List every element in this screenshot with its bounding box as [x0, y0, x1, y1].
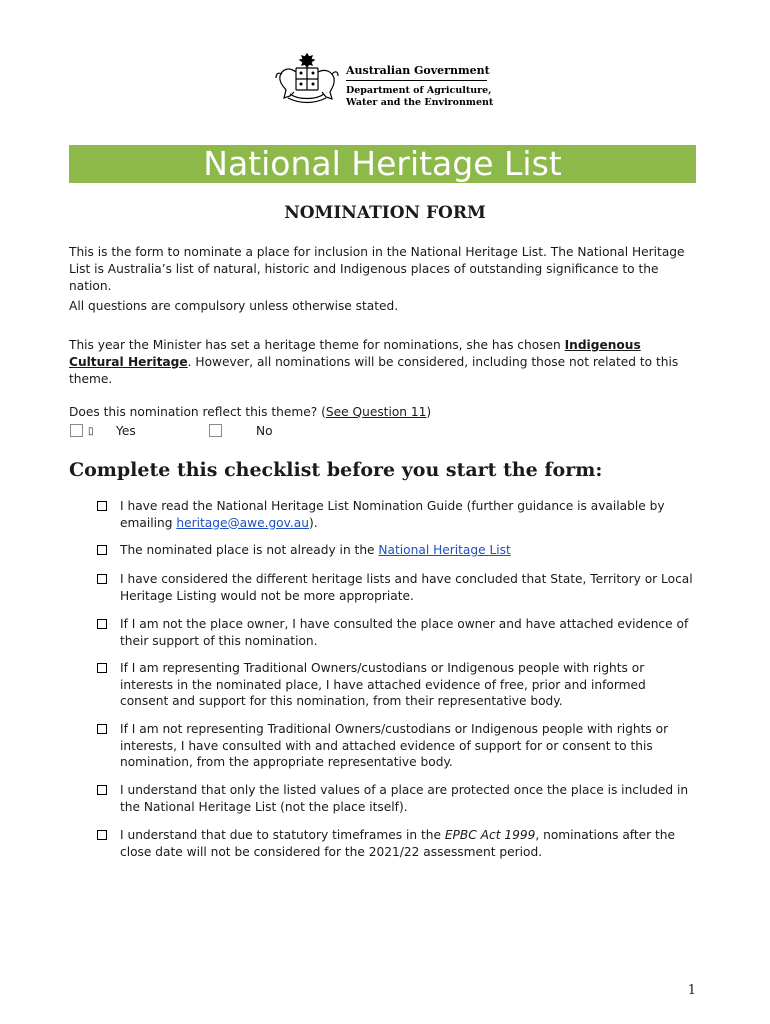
checklist-checkbox[interactable]	[97, 501, 107, 511]
item-text: , nominations after the close date will not be considered for the 2021/22 assessment period.	[120, 828, 676, 859]
checklist-item	[97, 542, 697, 559]
form-title: NOMINATION FORM	[284, 203, 486, 223]
see-question-link[interactable]: See Question 11	[325, 405, 427, 419]
checklist-item-text: I have considered the different heritage lists and have concluded that State, Territory or Local Heritage Listing would not be more appropriate.	[120, 572, 693, 603]
item-text: I understand that due to statutory timeframes in the	[120, 828, 445, 842]
checklist-checkbox[interactable]	[97, 545, 107, 555]
theme-question-close: )	[426, 405, 432, 419]
item-text: The nominated place is not already in the	[120, 543, 379, 557]
yes-label: Yes	[116, 424, 136, 438]
checklist-item-text: If I am not representing Traditional Owners/custodians or Indigenous people with rights or interests, I have consulted with and attached evidence of support for or consent to this nomination, from the appropriate representative body.	[120, 722, 669, 769]
checklist-checkbox[interactable]	[97, 663, 107, 673]
checklist-item	[97, 782, 697, 815]
item-text: I have read the National Heritage List Nomination Guide (further guidance is available by emailing	[120, 499, 665, 530]
government-logo	[274, 52, 494, 114]
checklist-item	[97, 498, 697, 531]
checklist-checkbox[interactable]	[97, 619, 107, 629]
logo-text	[346, 65, 493, 109]
checklist-item-text	[120, 827, 697, 860]
no-checkbox[interactable]	[209, 424, 222, 437]
department-line-2: Water and the Environment	[346, 97, 494, 108]
theme-question	[69, 404, 694, 421]
checklist-checkbox[interactable]	[97, 724, 107, 734]
checklist-item	[97, 827, 697, 860]
checklist-item-text: If I am not the place owner, I have consulted the place owner and have attached evidence of their support of this nomination.	[120, 617, 689, 648]
theme-text-before: This year the Minister has set a heritage theme for nominations, she has chosen	[69, 338, 565, 352]
national-heritage-list-link[interactable]: National Heritage List	[378, 543, 511, 557]
checklist-checkbox[interactable]	[97, 830, 107, 840]
checklist-checkbox[interactable]	[97, 574, 107, 584]
coat-of-arms-icon	[274, 52, 340, 104]
department-line-1: Department of Agriculture,	[346, 85, 492, 96]
theme-text-after: . However, all nominations will be considered, including those not related to this theme.	[69, 355, 679, 386]
checklist-item-text	[120, 498, 697, 531]
act-name: EPBC Act 1999	[444, 828, 536, 842]
checklist-item	[97, 616, 697, 649]
no-label: No	[256, 424, 273, 438]
compulsory-note: All questions are compulsory unless otherwise stated.	[69, 299, 399, 313]
checklist-item-text: If I am representing Traditional Owners/custodians or Indigenous people with rights or interests in the nominated place, I have attached evidence of free, prior and informed consent and support for this nomination, from their representative body.	[120, 661, 646, 708]
checklist-item	[97, 660, 697, 710]
checklist-item	[97, 571, 697, 604]
logo-divider	[346, 80, 487, 81]
intro-paragraph: This is the form to nominate a place for inclusion in the National Heritage List. The National Heritage List is Australia’s list of natural, historic and Indigenous places of outstanding significance to the nation.	[69, 245, 685, 293]
yes-glyph: ▯	[88, 426, 94, 437]
page-number: 1	[687, 983, 696, 998]
yes-checkbox[interactable]	[70, 424, 83, 437]
checklist-item-text: I understand that only the listed values of a place are protected once the place is included in the National Heritage List (not the place itself).	[120, 783, 689, 814]
checklist-item-text	[120, 542, 697, 559]
email-link[interactable]: heritage@awe.gov.au	[176, 515, 309, 530]
government-name: Australian Government	[346, 64, 490, 77]
checklist-item	[97, 721, 697, 771]
theme-paragraph	[69, 337, 694, 388]
title-banner: National Heritage List	[69, 145, 696, 183]
theme-question-text: Does this nomination reflect this theme? (	[69, 405, 326, 419]
checklist-heading: Complete this checklist before you start the form:	[69, 459, 603, 481]
item-text: ).	[308, 515, 318, 530]
checklist-checkbox[interactable]	[97, 785, 107, 795]
theme-name: Indigenous Cultural Heritage	[69, 338, 641, 369]
